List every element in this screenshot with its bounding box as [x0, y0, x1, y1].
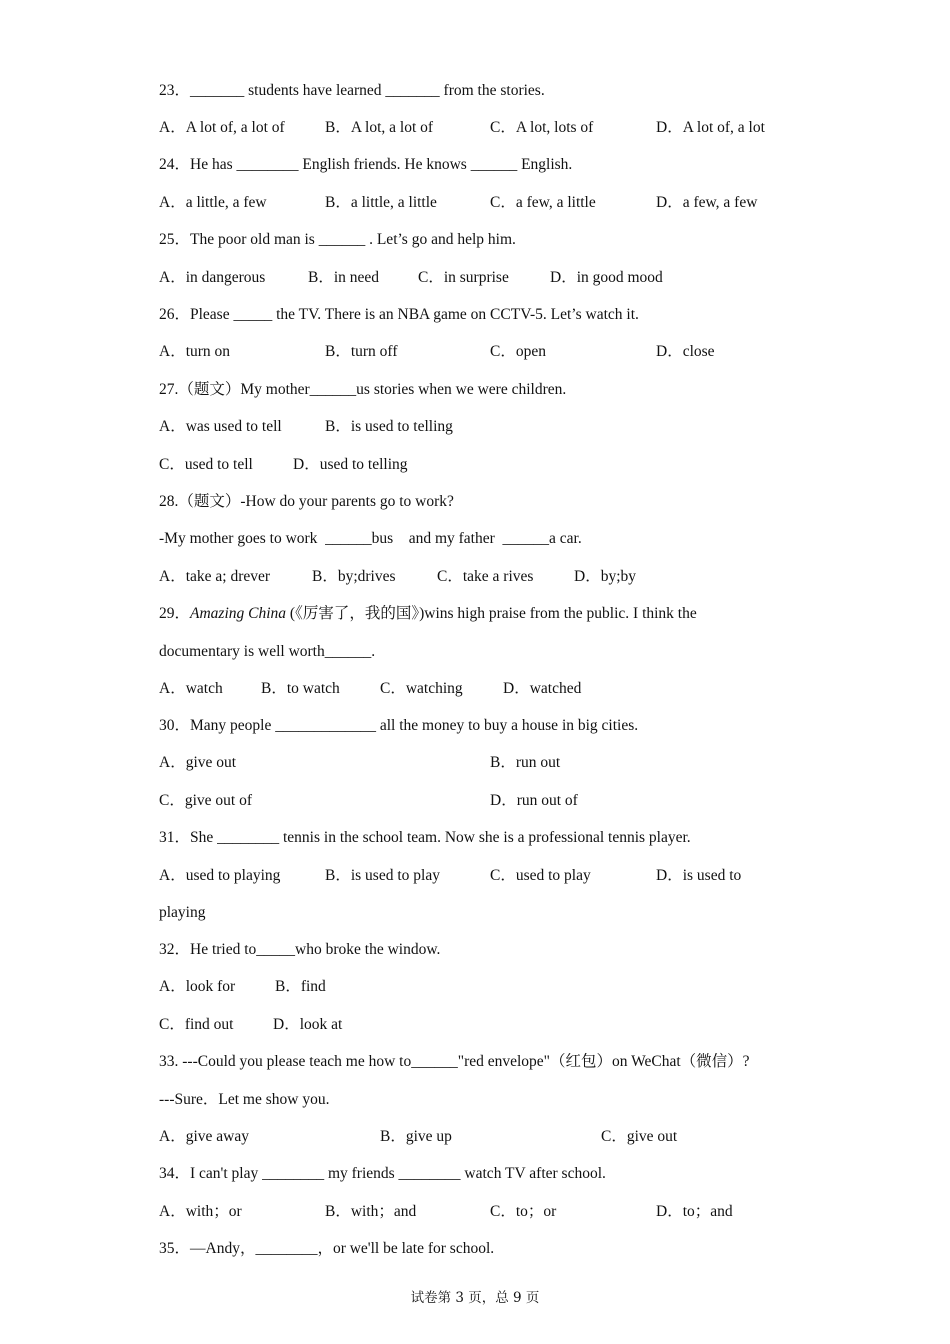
question-35-stem: 35．—Andy，________，or we'll be late for school.	[159, 1240, 495, 1257]
question-31-option-c: C．used to play	[490, 867, 591, 884]
question-31-option-b: B．is used to play	[325, 867, 440, 884]
question-23-option-c: C．A lot, lots of	[490, 119, 594, 136]
question-25-option-c: C．in surprise	[418, 269, 509, 286]
question-24-stem: 24．He has ________ English friends. He knows ______ English.	[159, 156, 573, 173]
question-28-option-b: B．by;drives	[312, 568, 396, 585]
question-34-option-d: D．to；and	[656, 1203, 733, 1220]
question-24-option-a: A．a little, a few	[159, 194, 267, 211]
question-33-option-c: C．give out	[601, 1128, 678, 1145]
question-27-option-b: B．is used to telling	[325, 418, 453, 435]
question-28-option-a: A．take a; drever	[159, 568, 271, 585]
question-29-option-b: B．to watch	[261, 680, 340, 697]
question-34-option-a: A．with；or	[159, 1203, 242, 1220]
question-29-option-d: D．watched	[503, 680, 582, 697]
question-31-stem: 31．She ________ tennis in the school team. Now she is a professional tennis player.	[159, 829, 691, 846]
question-26-option-c: C．open	[490, 343, 546, 360]
question-26-stem: 26．Please _____ the TV. There is an NBA game on CCTV-5. Let’s watch it.	[159, 306, 639, 323]
question-24-option-d: D．a few, a few	[656, 194, 758, 211]
question-27-option-d: D．used to telling	[293, 456, 408, 473]
question-31-option-d-continued: playing	[159, 904, 206, 921]
question-32-option-c: C．find out	[159, 1016, 234, 1033]
question-34-option-c: C．to；or	[490, 1203, 557, 1220]
question-28-stem-line-2: -My mother goes to work ______bus and my father ______a car.	[159, 530, 582, 547]
question-24-option-b: B．a little, a little	[325, 194, 437, 211]
page-footer: 试卷第 3 页，总 9 页	[410, 1290, 540, 1306]
question-32-option-b: B．find	[275, 978, 326, 995]
question-31-option-d: D．is used to	[656, 867, 742, 884]
question-30-option-b: B．run out	[490, 754, 561, 771]
question-29-option-c: C．watching	[380, 680, 463, 697]
question-24-option-c: C．a few, a little	[490, 194, 596, 211]
question-30-option-d: D．run out of	[490, 792, 578, 809]
question-25-option-d: D．in good mood	[550, 269, 663, 286]
question-27-option-c: C．used to tell	[159, 456, 253, 473]
question-28-option-d: D．by;by	[574, 568, 637, 585]
question-30-option-a: A．give out	[159, 754, 237, 771]
question-31-option-a: A．used to playing	[159, 867, 281, 884]
question-33-option-a: A．give away	[159, 1128, 249, 1145]
question-27-stem: 27.（题文）My mother______us stories when we were children.	[159, 381, 567, 398]
question-23-option-a: A．A lot of, a lot of	[159, 119, 285, 136]
question-29-title: Amazing China	[190, 605, 287, 622]
question-25-stem: 25．The poor old man is ______ . Let’s go and help him.	[159, 231, 516, 248]
question-23-stem: 23．_______ students have learned _______ from the stories.	[159, 82, 545, 99]
question-28-stem: 28.（题文）-How do your parents go to work?	[159, 493, 454, 510]
question-23-option-d: D．A lot of, a lot	[656, 119, 765, 136]
question-23-option-b: B．A lot, a lot of	[325, 119, 434, 136]
question-34-stem: 34．I can't play ________ my friends ________ watch TV after school.	[159, 1165, 606, 1182]
question-33-stem-line-2: ---Sure．Let me show you.	[159, 1091, 330, 1108]
question-25-option-a: A．in dangerous	[159, 269, 266, 286]
question-25-option-b: B．in need	[308, 269, 380, 286]
question-34-option-b: B．with；and	[325, 1203, 417, 1220]
question-26-option-b: B．turn off	[325, 343, 398, 360]
question-32-option-a: A．look for	[159, 978, 236, 995]
question-33-stem: 33. ---Could you please teach me how to______"red envelope"（红包）on WeChat（微信）?	[159, 1053, 750, 1070]
question-29-number: 29．	[159, 605, 191, 622]
question-29-option-a: A．watch	[159, 680, 223, 697]
question-30-stem: 30．Many people _____________ all the money to buy a house in big cities.	[159, 717, 639, 734]
question-26-option-d: D．close	[656, 343, 715, 360]
question-28-option-c: C．take a rives	[437, 568, 534, 585]
question-29-stem	[159, 604, 697, 624]
question-29-stem-rest: (《厉害了，我的国》)wins high praise from the public. I think the	[286, 605, 697, 622]
question-26-option-a: A．turn on	[159, 343, 231, 360]
question-27-option-a: A．was used to tell	[159, 418, 282, 435]
question-32-option-d: D．look at	[273, 1016, 343, 1033]
question-33-option-b: B．give up	[380, 1128, 452, 1145]
question-29-stem-line-2: documentary is well worth______.	[159, 643, 376, 660]
question-32-stem: 32．He tried to_____who broke the window.	[159, 941, 441, 958]
question-30-option-c: C．give out of	[159, 792, 252, 809]
